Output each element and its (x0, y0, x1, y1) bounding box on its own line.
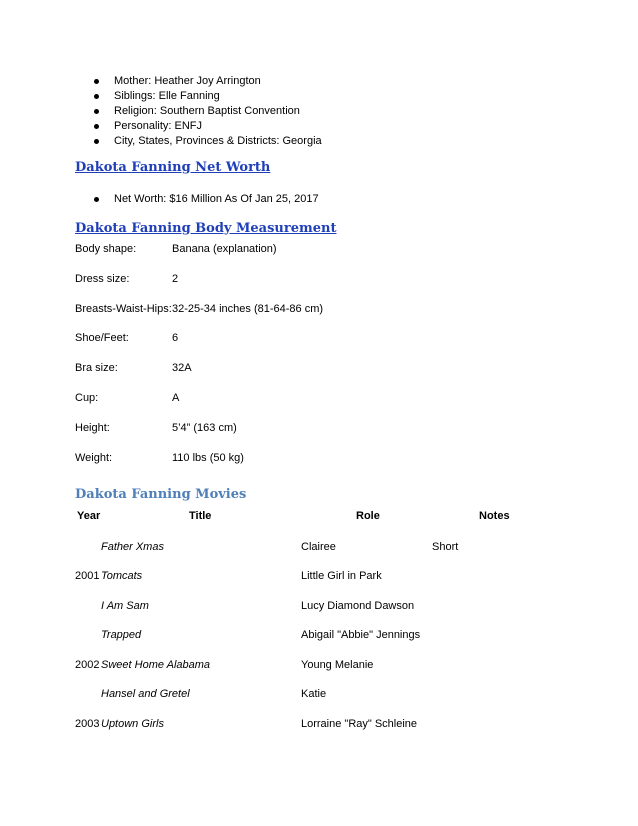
cell-title: Tomcats (101, 570, 143, 582)
table-row (75, 687, 545, 702)
measurement-label: Shoe/Feet: (75, 332, 129, 344)
cell-title: Uptown Girls (101, 718, 164, 730)
list-item: Religion: Southern Baptist Convention (94, 104, 322, 119)
bullet-icon (94, 124, 99, 129)
cell-role: Katie (301, 688, 327, 700)
measurement-value: 5’4” (163 cm) (172, 422, 237, 434)
column-header-year: Year (77, 510, 101, 522)
table-row (75, 717, 545, 732)
measurement-label: Body shape: (75, 243, 137, 255)
measurement-value: 32-25-34 inches (81-64-86 cm) (172, 303, 324, 315)
list-item: City, States, Provinces & Districts: Georgia (94, 134, 322, 149)
cell-title: Trapped (101, 629, 142, 641)
table-row (75, 628, 545, 643)
column-header-role: Role (356, 510, 380, 522)
measurement-label: Dress size: (75, 273, 130, 285)
cell-title: Hansel and Gretel (101, 688, 190, 700)
measurement-value: 2 (172, 273, 179, 285)
cell-role: Lucy Diamond Dawson (301, 600, 415, 612)
measurement-value: 32A (172, 362, 192, 374)
cell-role: Clairee (301, 541, 336, 553)
cell-role: Abigail "Abbie" Jennings (301, 629, 421, 641)
bio-list (94, 74, 322, 149)
bullet-icon (94, 79, 99, 84)
table-row (75, 658, 545, 673)
column-header-notes: Notes (479, 510, 510, 522)
table-row (75, 599, 545, 614)
table-row (75, 540, 545, 555)
cell-role: Young Melanie (301, 659, 374, 671)
cell-role: Lorraine "Ray" Schleine (301, 718, 418, 730)
cell-role: Little Girl in Park (301, 570, 382, 582)
cell-year: 2001 (75, 570, 100, 582)
measurement-value: 6 (172, 332, 179, 344)
body-measurement-heading-link[interactable]: Dakota Fanning Body Measurement (75, 221, 337, 236)
measurement-label: Bra size: (75, 362, 118, 374)
cell-title: Father Xmas (101, 541, 164, 553)
cell-title: Sweet Home Alabama (101, 659, 211, 671)
cell-year: 2002 (75, 659, 100, 671)
net-worth-list (94, 192, 319, 207)
measurement-value: Banana (explanation) (172, 243, 277, 255)
measurement-label: Cup: (75, 392, 99, 404)
movies-heading: Dakota Fanning Movies (75, 487, 247, 502)
bullet-icon (94, 139, 99, 144)
bullet-icon (94, 94, 99, 99)
measurement-value: A (172, 392, 180, 404)
list-item: Net Worth: $16 Million As Of Jan 25, 2017 (94, 192, 319, 207)
column-header-title: Title (189, 510, 212, 522)
bullet-icon (94, 109, 99, 114)
cell-notes: Short (432, 541, 459, 553)
cell-title: I Am Sam (101, 600, 149, 612)
cell-year: 2003 (75, 718, 100, 730)
measurement-value: 110 lbs (50 kg) (172, 452, 244, 464)
net-worth-heading-link[interactable]: Dakota Fanning Net Worth (75, 160, 271, 175)
measurement-label: Height: (75, 422, 110, 434)
list-item: Personality: ENFJ (94, 119, 322, 134)
list-item: Siblings: Elle Fanning (94, 89, 322, 104)
measurement-label: Weight: (75, 452, 113, 464)
bullet-icon (94, 197, 99, 202)
measurement-label: Breasts-Waist-Hips: (75, 303, 172, 315)
table-row (75, 569, 545, 584)
list-item: Mother: Heather Joy Arrington (94, 74, 322, 89)
